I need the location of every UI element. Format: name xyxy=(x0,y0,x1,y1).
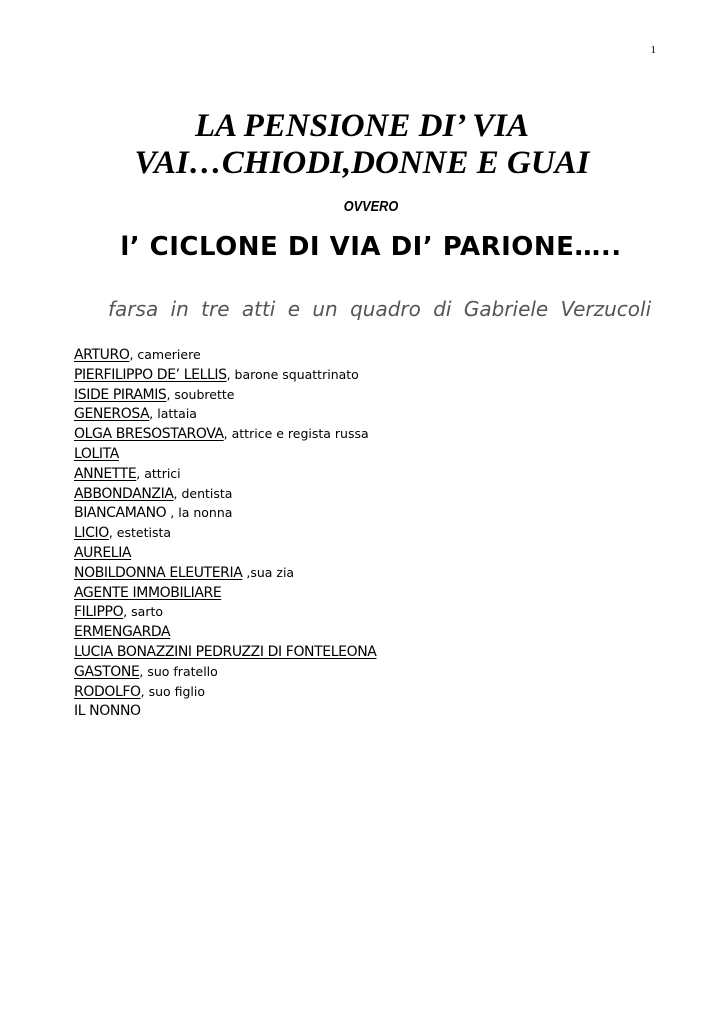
cast-name: ANNETTE xyxy=(74,465,137,482)
cast-item xyxy=(74,484,376,504)
cast-role: , attrici xyxy=(136,465,181,481)
cast-name: OLGA BRESOSTAROVA xyxy=(74,426,224,443)
cast-name: ERMENGARDA xyxy=(74,624,171,641)
cast-item xyxy=(74,662,376,682)
cast-name: IL NONNO xyxy=(74,703,141,720)
cast-name: NOBILDONNA ELEUTERIA xyxy=(74,564,243,581)
cast-item xyxy=(74,701,376,721)
ovvero-label: OVVERO xyxy=(343,198,399,215)
cast-name: BIANCAMANO xyxy=(74,505,167,522)
cast-item xyxy=(74,404,376,424)
cast-name: LOLITA xyxy=(74,445,119,462)
cast-name: ABBONDANZIA xyxy=(74,485,174,502)
cast-item xyxy=(74,642,376,662)
cast-role: , suo figlio xyxy=(140,683,206,699)
subtitle: l’ CICLONE DI VIA DI’ PARIONE….. xyxy=(120,232,622,262)
cast-role: , lattaia xyxy=(149,406,197,422)
cast-item xyxy=(74,523,376,543)
cast-name: PIERFILIPPO DE’ LELLIS xyxy=(74,366,227,383)
cast-item xyxy=(74,622,376,642)
cast-item xyxy=(74,365,376,385)
cast-item xyxy=(74,682,376,702)
cast-name: AGENTE IMMOBILIARE xyxy=(74,584,222,601)
cast-item xyxy=(74,464,376,484)
cast-name: ISIDE PIRAMIS xyxy=(74,386,167,403)
cast-role: , attrice e regista russa xyxy=(223,426,369,442)
cast-item xyxy=(74,345,376,365)
cast-role: , cameriere xyxy=(129,347,201,362)
cast-role: , dentista xyxy=(173,485,233,501)
title-line-1: LA PENSIONE DI’ VIA xyxy=(194,108,530,144)
cast-name: GENEROSA xyxy=(74,406,150,423)
cast-role: ,sua zia xyxy=(242,564,295,580)
cast-role: , estetista xyxy=(108,525,172,541)
cast-role: , barone squattrinato xyxy=(226,366,359,382)
title-line-2: VAI…CHIODI,DONNE E GUAI xyxy=(134,145,590,181)
cast-name: ARTURO xyxy=(74,347,130,363)
cast-role: , la nonna xyxy=(166,505,233,521)
cast-item xyxy=(74,503,376,523)
page-number: 1 xyxy=(650,44,656,56)
cast-role: , sarto xyxy=(123,604,164,620)
cast-item xyxy=(74,563,376,583)
cast-name: RODOLFO xyxy=(74,683,141,700)
cast-item xyxy=(74,385,376,405)
cast-role: , suo fratello xyxy=(139,663,218,679)
cast-name: LUCIA BONAZZINI PEDRUZZI DI FONTELEONA xyxy=(74,643,377,660)
cast-name: FILIPPO xyxy=(74,604,124,621)
cast-item xyxy=(74,602,376,622)
cast-item xyxy=(74,543,376,563)
cast-name: GASTONE xyxy=(74,663,140,680)
cast-role: , soubrette xyxy=(166,386,235,402)
cast-name: AURELIA xyxy=(74,544,132,561)
cast-item xyxy=(74,424,376,444)
cast-item xyxy=(74,444,376,464)
cast-list xyxy=(74,345,376,721)
byline: farsa in tre atti e un quadro di Gabriele Verzucoli xyxy=(108,297,652,321)
cast-name: LICIO xyxy=(74,525,109,542)
cast-item xyxy=(74,583,376,603)
